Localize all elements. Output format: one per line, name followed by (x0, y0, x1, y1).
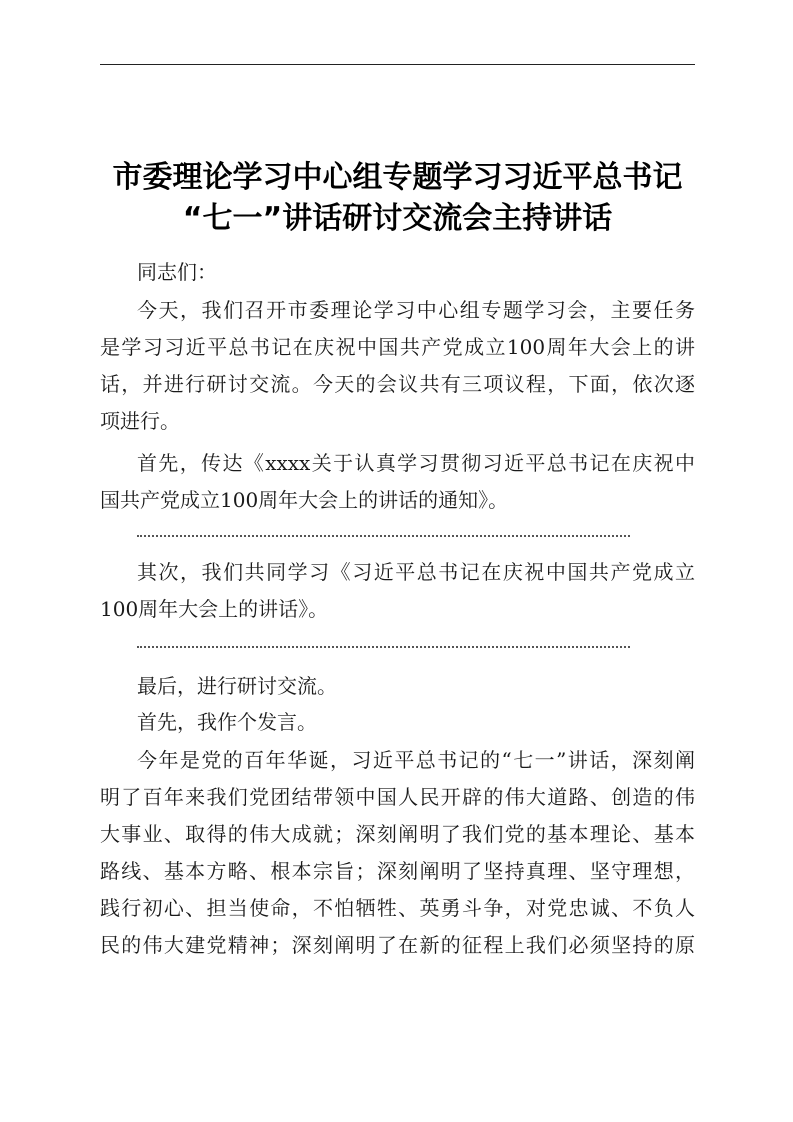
header-rule (100, 64, 695, 65)
body-line: 首先，我作个发言。 (137, 710, 317, 734)
body-line: 最后，进行研讨交流。 (137, 674, 337, 698)
body-line: 民的伟大建党精神；深刻阐明了在新的征程上我们必须坚持的原 (100, 933, 695, 957)
body-line: 项进行。 (100, 409, 180, 433)
document-title-line-1: 市委理论学习中心组专题学习习近平总书记 (112, 160, 683, 195)
body-line: 是学习习近平总书记在庆祝中国共产党成立100周年大会上的讲 (100, 335, 695, 359)
body-line: 今年是党的百年华诞，习近平总书记的“七一”讲话，深刻阐 (137, 748, 695, 772)
body-line: 明了百年来我们党团结带领中国人民开辟的伟大道路、创造的伟 (100, 785, 695, 809)
body-line: 其次，我们共同学习《习近平总书记在庆祝中国共产党成立 (137, 560, 695, 584)
ellipsis-separator (137, 535, 630, 537)
document-title-line-2: “七一”讲话研讨交流会主持讲话 (182, 201, 613, 236)
body-line: 大事业、取得的伟大成就；深刻阐明了我们党的基本理论、基本 (100, 822, 695, 846)
salutation: 同志们： (137, 260, 217, 284)
body-line: 100周年大会上的讲话》。 (100, 597, 329, 621)
body-line: 国共产党成立100周年大会上的讲话的通知》。 (100, 488, 509, 512)
body-line: 首先，传达《xxxx关于认真学习贯彻习近平总书记在庆祝中 (137, 451, 695, 475)
ellipsis-separator (137, 646, 630, 648)
body-line: 践行初心、担当使命，不怕牺牲、英勇斗争，对党忠诚、不负人 (100, 896, 695, 920)
body-line: 路线、基本方略、根本宗旨；深刻阐明了坚持真理、坚守理想， (100, 859, 695, 883)
body-line: 今天，我们召开市委理论学习中心组专题学习会，主要任务 (137, 298, 695, 322)
body-line: 话，并进行研讨交流。今天的会议共有三项议程，下面，依次逐 (100, 372, 695, 396)
